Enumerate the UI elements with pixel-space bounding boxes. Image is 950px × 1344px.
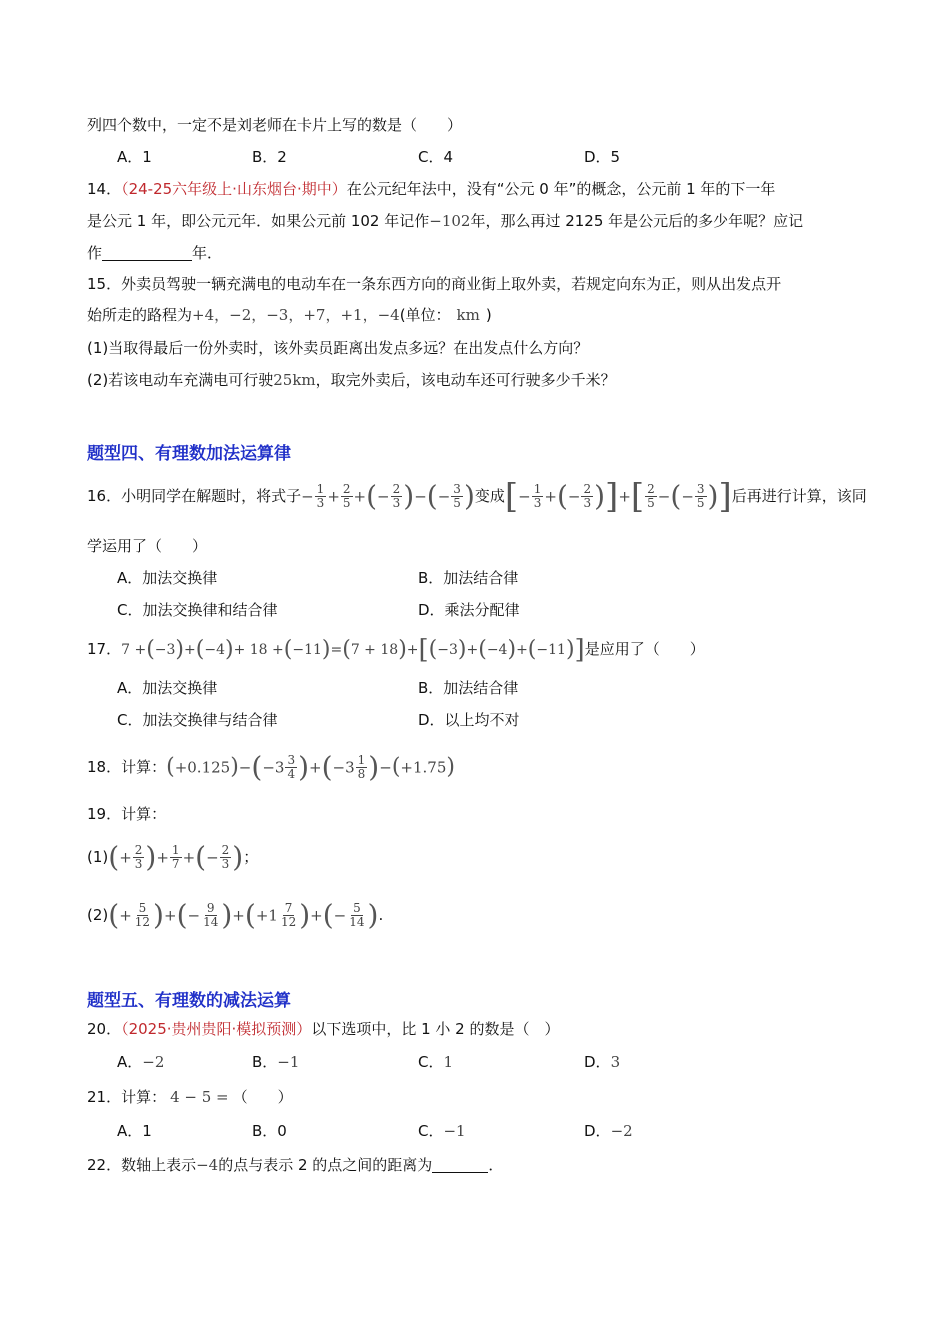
q20-option-d[interactable]: D．3 [584, 1053, 621, 1071]
section5-title: 题型五、有理数的减法运算 [87, 991, 291, 1011]
q15-line2 [87, 304, 492, 326]
q20-source: （2025·贵州贵阳·模拟预测） [121, 1020, 312, 1038]
q16-option-a[interactable]: A．加法交换律 [117, 569, 218, 587]
q19-p2-expression: (+ $\frac{5}{12}$ )+(− $\frac{9}{14}$ )+(+1 $\frac{7}{12}$ )+(− $\frac{5}{14}$ ) [108, 898, 379, 932]
q15-text2a: 始所走的路程为 [87, 306, 193, 324]
q19-p1-label: (1) [87, 848, 109, 866]
q20-option-c[interactable]: C．1 [418, 1053, 454, 1071]
q19-p1-end: ； [243, 848, 259, 866]
q14-text2a: 是公元 1 年，即公元元年．如果公元前 102 年记作 [87, 212, 430, 230]
q14-line1 [87, 178, 775, 200]
q18-expression: (+0.125)−(−3 $\frac{3}{4}$ )+(−3 $\frac{1}{8}$ )−(+1.75) [166, 750, 455, 784]
q14-source: （24-25六年级上·山东烟台·期中） [121, 180, 347, 198]
q19-part1 [87, 834, 258, 880]
q16-tail: 后再进行计算，该同 [731, 487, 867, 505]
q18-label: 18．计算： [87, 758, 167, 776]
q22-line [87, 1154, 503, 1176]
q16-option-d[interactable]: D．乘法分配律 [418, 601, 520, 619]
q16-expression-original: − $\frac{1}{3}$ + $\frac{2}{5}$ +(− $\frac{2}{3}$ )−(− $\frac{3}{5}$ ) [301, 479, 475, 513]
q17-option-c[interactable]: C．加法交换律与结合律 [117, 711, 278, 729]
q19-p2-label: (2) [87, 906, 109, 924]
q15-sub2a: (2)若该电动车充满电可行驶 [87, 371, 274, 389]
q21-label: 21．计算： [87, 1088, 167, 1106]
q20-option-b[interactable]: B．−1 [252, 1053, 300, 1071]
q14-math: −102 [429, 212, 471, 230]
q22-text-a: 22．数轴上表示 [87, 1156, 197, 1174]
q17-option-d[interactable]: D．以上均不对 [418, 711, 520, 729]
q16-line1 [87, 470, 867, 522]
q21-paren: （ ） [232, 1088, 293, 1106]
q20-number: 20． [87, 1020, 122, 1038]
q14-line2 [87, 210, 803, 232]
q16-mid: 变成 [474, 487, 505, 505]
q21-option-b[interactable]: B．0 [252, 1122, 287, 1140]
q22-text-b: 的点与表示 2 的点之间的距离为 [218, 1156, 433, 1174]
q16-number: 16．小明同学在解题时，将式子 [87, 487, 302, 505]
q21-option-a[interactable]: A．1 [117, 1122, 152, 1140]
q15-values: +4，−2，−3，+7，+1，−4 [192, 306, 400, 324]
q21-line [87, 1086, 293, 1108]
q20-line [87, 1018, 559, 1040]
q14-text3b: 年． [192, 244, 223, 262]
q15-sub1: (1)当取得最后一份外卖时，该外卖员距离出发点多远？在出发点什么方向？ [87, 339, 589, 357]
q15-line1: 15．外卖员驾驶一辆充满电的电动车在一条东西方向的商业街上取外卖，若规定向东为正，则从出发点开 [87, 275, 782, 293]
q18-line [87, 744, 455, 790]
q14-text3a: 作 [87, 244, 103, 262]
q13-tail: 列四个数中，一定不是刘老师在卡片上写的数是（ ） [87, 116, 463, 134]
q17-option-a[interactable]: A．加法交换律 [117, 679, 218, 697]
q14-line3 [87, 242, 222, 264]
q20-option-a[interactable]: A．−2 [117, 1053, 165, 1071]
q22-answer-blank[interactable] [432, 1156, 488, 1173]
q15-sub2 [87, 369, 616, 391]
q14-answer-blank[interactable] [102, 244, 192, 261]
q21-option-d[interactable]: D．−2 [584, 1122, 633, 1140]
q13-option-d[interactable]: D．5 [584, 148, 621, 166]
q22-text-c: ． [488, 1156, 504, 1174]
q13-option-c[interactable]: C．4 [418, 148, 454, 166]
q21-expression: 4 − 5 = [170, 1088, 229, 1106]
q14-number: 14． [87, 180, 122, 198]
q16-expression-grouped: [− $\frac{1}{3}$ +(− $\frac{2}{3}$ )]+[ $\frac{2}{5}$ −(− $\frac{3}{5}$ )] [504, 476, 732, 517]
q15-sub2b: ，取完外卖后，该电动车还可行驶多少千米？ [315, 371, 616, 389]
q19-part2 [87, 892, 383, 938]
q14-text1: 在公元纪年法中，没有“公元 0 年”的概念，公元前 1 年的下一年 [346, 180, 776, 198]
q15-unit: km [456, 306, 480, 324]
q17-line [87, 632, 705, 666]
q17-expression: 7 +(−3)+(−4)+ 18 +(−11)=(7 + 18)+[(−3)+(−4)+(−11)] [121, 635, 585, 665]
q19-p2-end: . [378, 906, 384, 924]
q17-option-b[interactable]: B．加法结合律 [418, 679, 519, 697]
section4-title: 题型四、有理数加法运算律 [87, 444, 291, 464]
q17-tail: 是应用了（ ） [584, 640, 705, 658]
q15-text2b: (单位： [399, 306, 451, 324]
q19-label: 19．计算： [87, 805, 167, 823]
q17-number: 17． [87, 640, 122, 658]
q16-line2: 学运用了（ ） [87, 537, 208, 555]
q14-text2b: 年，那么再过 2125 年是公元后的多少年呢？应记 [470, 212, 804, 230]
q19-p1-expression: (+ $\frac{2}{3}$ )+ $\frac{1}{7}$ +(− $\frac{2}{3}$ ) [108, 840, 244, 874]
q16-option-c[interactable]: C．加法交换律和结合律 [117, 601, 278, 619]
q15-text2c: ) [485, 306, 492, 324]
q22-math: −4 [196, 1156, 219, 1174]
q21-option-c[interactable]: C．−1 [418, 1122, 466, 1140]
q20-text: 以下选项中，比 1 小 2 的数是（ ） [311, 1020, 560, 1038]
q15-sub2-math: 25km [273, 371, 316, 389]
q13-option-a[interactable]: A．1 [117, 148, 152, 166]
q16-option-b[interactable]: B．加法结合律 [418, 569, 519, 587]
q13-option-b[interactable]: B．2 [252, 148, 287, 166]
